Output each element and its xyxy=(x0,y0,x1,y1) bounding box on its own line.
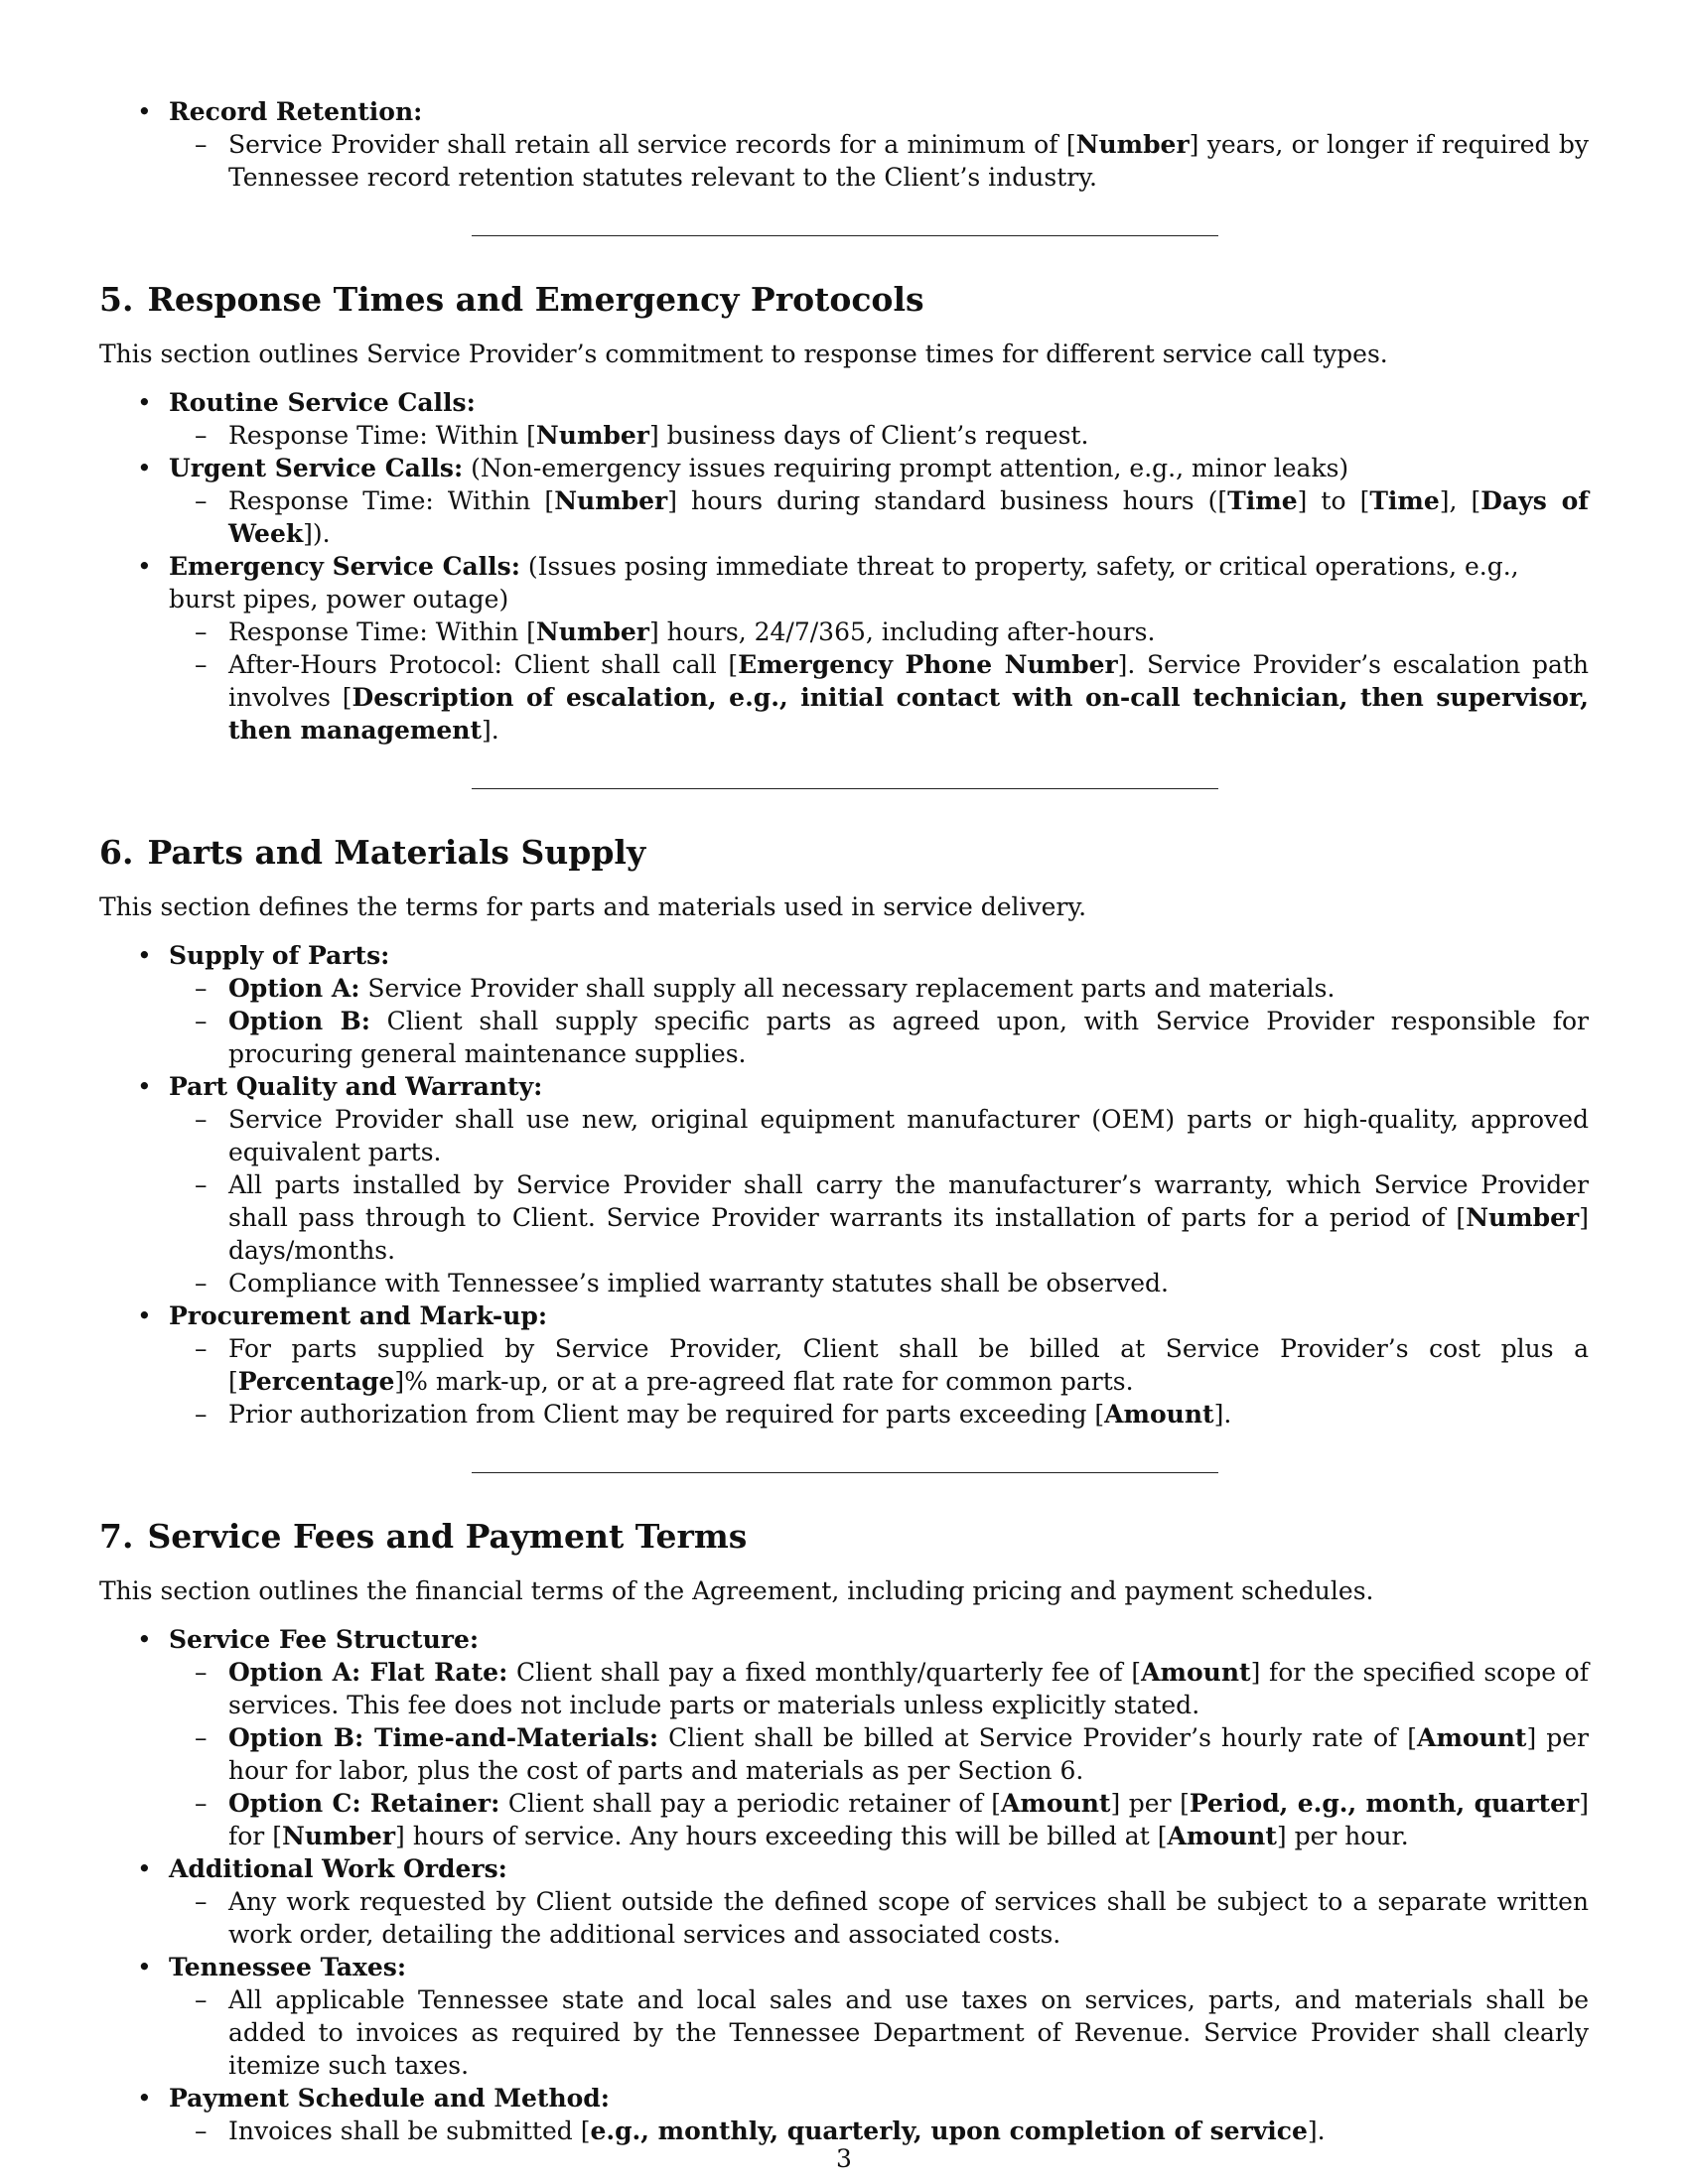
item-text: ] for the specified scope of services. This fee does not include parts or materials unless explicitly stated. xyxy=(228,1658,1589,1719)
section-title: Response Times and Emergency Protocols xyxy=(147,280,924,319)
item-text: Response Time: Within [ xyxy=(228,617,536,646)
placeholder-text: Amount xyxy=(1417,1723,1527,1752)
section-divider xyxy=(472,1472,1218,1473)
bullet-item xyxy=(99,1299,1589,1431)
sub-item xyxy=(169,1103,1589,1168)
bullet-list xyxy=(99,1623,1589,2147)
item-text: Client shall pay a periodic retainer of [ xyxy=(499,1789,1002,1818)
item-text: Service Provider shall retain all service records for a minimum of [ xyxy=(228,130,1076,159)
document-page xyxy=(99,95,1589,2147)
sub-item xyxy=(169,1721,1589,1787)
sub-item xyxy=(169,648,1589,747)
sub-item xyxy=(169,2115,1589,2147)
placeholder-text: Period, e.g., month, quarter xyxy=(1189,1789,1580,1818)
bullet-item xyxy=(99,1623,1589,1852)
placeholder-text: Option B: xyxy=(228,1007,370,1035)
bullet-item xyxy=(99,1852,1589,1951)
section-title: Parts and Materials Supply xyxy=(147,833,646,872)
item-text: Client shall be billed at Service Provider’s hourly rate of [ xyxy=(658,1723,1418,1752)
placeholder-text: e.g., monthly, quarterly, upon completion of service xyxy=(590,2116,1308,2145)
item-text: ] business days of Client’s request. xyxy=(648,421,1089,450)
item-text: All applicable Tennessee state and local sales and use taxes on services, parts, and materials shall be added to invoices as required by the Tennessee Department of Revenue. Service Provider shall clearly itemize such taxes. xyxy=(228,1985,1589,2080)
placeholder-text: Option C: Retainer: xyxy=(228,1789,500,1818)
bullet-item xyxy=(99,939,1589,1070)
sub-item xyxy=(169,1656,1589,1721)
placeholder-text: Number xyxy=(535,421,649,450)
placeholder-text: Number xyxy=(554,486,668,515)
placeholder-text: Option A: Flat Rate: xyxy=(228,1658,508,1687)
sub-item xyxy=(169,128,1589,194)
placeholder-text: Time xyxy=(1369,486,1440,515)
item-text: ]. Service Provider’s escalation path involves [ xyxy=(228,650,1589,712)
item-text: ]% mark-up, or at a pre-agreed flat rate for common parts. xyxy=(394,1367,1134,1396)
bullet-list xyxy=(99,386,1589,747)
item-text: Response Time: Within [ xyxy=(228,486,555,515)
placeholder-text: Option B: Time-and-Materials: xyxy=(228,1723,659,1752)
placeholder-text: Emergency Phone Number xyxy=(738,650,1118,679)
section-6 xyxy=(99,833,1589,1431)
placeholder-text: Number xyxy=(1075,130,1190,159)
bullet-item xyxy=(99,452,1589,550)
sub-list xyxy=(169,1885,1589,1951)
item-text: ] hours of service. Any hours exceeding this will be billed at [ xyxy=(395,1822,1168,1850)
sub-list xyxy=(169,419,1589,452)
bullet-description: (Non-emergency issues requiring prompt attention, e.g., minor leaks) xyxy=(463,454,1349,482)
bullet-item xyxy=(99,1070,1589,1299)
sub-list xyxy=(169,972,1589,1070)
sub-list xyxy=(169,1103,1589,1299)
item-text: Invoices shall be submitted [ xyxy=(228,2116,591,2145)
bullet-item xyxy=(99,2082,1589,2147)
placeholder-text: Amount xyxy=(1141,1658,1251,1687)
bullet-title: Service Fee Structure: xyxy=(169,1625,480,1654)
bullet-list xyxy=(99,939,1589,1431)
section-number: 5. xyxy=(99,280,134,319)
item-text: ] per hour. xyxy=(1276,1822,1409,1850)
item-text: All parts installed by Service Provider shall carry the manufacturer’s warranty, which Service Provider shall pass through to Client. Service Provider warrants its installation of parts for a period of [ xyxy=(228,1170,1589,1232)
bullet-title: Tennessee Taxes: xyxy=(169,1953,407,1981)
item-text: After-Hours Protocol: Client shall call [ xyxy=(228,650,739,679)
item-text: Any work requested by Client outside the defined scope of services shall be subject to a separate written work order, detailing the additional services and associated costs. xyxy=(228,1887,1589,1949)
record-retention-list xyxy=(99,95,1589,194)
bullet-title: Record Retention: xyxy=(169,97,423,126)
item-text: Service Provider shall use new, original equipment manufacturer (OEM) parts or high-quality, approved equivalent parts. xyxy=(228,1105,1589,1166)
bullet-record-retention xyxy=(99,95,1589,194)
page-number: 3 xyxy=(836,2144,852,2173)
bullet-item xyxy=(99,1951,1589,2082)
placeholder-text: Amount xyxy=(1001,1789,1111,1818)
item-text: ] years, or longer if required by Tennessee record retention statutes relevant to the Client’s industry. xyxy=(228,130,1589,192)
item-text: For parts supplied by Service Provider, Client shall be billed at Service Provider’s cost plus a [ xyxy=(228,1334,1589,1396)
sub-list xyxy=(169,1983,1589,2082)
item-text: ] hours, 24/7/365, including after-hours. xyxy=(648,617,1156,646)
section-intro: This section outlines the financial terms of the Agreement, including pricing and payment schedules. xyxy=(99,1576,1374,1605)
section-title: Service Fees and Payment Terms xyxy=(147,1517,748,1556)
item-text: Service Provider shall supply all necessary replacement parts and materials. xyxy=(359,974,1336,1003)
sub-list xyxy=(169,2115,1589,2147)
item-text: Response Time: Within [ xyxy=(228,421,536,450)
bullet-title: Supply of Parts: xyxy=(169,941,390,970)
sub-item xyxy=(169,419,1589,452)
placeholder-text: Percentage xyxy=(237,1367,395,1396)
sub-item xyxy=(169,972,1589,1005)
sub-item xyxy=(169,484,1589,550)
bullet-description: (Issues posing immediate threat to property, safety, or critical operations, e.g., burst pipes, power outage) xyxy=(169,552,1519,614)
sub-item xyxy=(169,1885,1589,1951)
sub-item xyxy=(169,1332,1589,1398)
item-text: Client shall supply specific parts as agreed upon, with Service Provider responsible for procuring general maintenance supplies. xyxy=(228,1007,1589,1068)
bullet-item xyxy=(99,550,1589,747)
item-text: ] for [ xyxy=(228,1789,1589,1850)
section-7 xyxy=(99,1517,1589,2147)
bullet-title: Part Quality and Warranty: xyxy=(169,1072,543,1101)
item-text: ] to [ xyxy=(1297,486,1370,515)
item-text: ]. xyxy=(1213,1400,1232,1429)
item-text: Compliance with Tennessee’s implied warranty statutes shall be observed. xyxy=(228,1269,1169,1297)
sub-list xyxy=(169,128,1589,194)
section-number: 7. xyxy=(99,1517,134,1556)
bullet-item xyxy=(99,386,1589,452)
sub-list xyxy=(169,1656,1589,1852)
bullet-title: Emergency Service Calls: xyxy=(169,552,520,581)
sub-item xyxy=(169,1787,1589,1852)
item-text: ]. xyxy=(1307,2116,1326,2145)
sub-item xyxy=(169,1005,1589,1070)
placeholder-text: Number xyxy=(535,617,649,646)
placeholder-text: Option A: xyxy=(228,974,360,1003)
bullet-title: Procurement and Mark-up: xyxy=(169,1301,548,1330)
section-heading xyxy=(99,833,1589,873)
section-intro: This section outlines Service Provider’s commitment to response times for different service call types. xyxy=(99,340,1388,368)
sub-item xyxy=(169,1983,1589,2082)
sub-item xyxy=(169,1267,1589,1299)
item-text: Client shall pay a fixed monthly/quarterly fee of [ xyxy=(507,1658,1142,1687)
placeholder-text: Number xyxy=(281,1822,396,1850)
section-5 xyxy=(99,280,1589,747)
section-number: 6. xyxy=(99,833,134,872)
sub-item xyxy=(169,1398,1589,1431)
sub-item xyxy=(169,1168,1589,1267)
item-text: ]). xyxy=(303,519,331,548)
section-divider xyxy=(472,788,1218,789)
item-text: ], [ xyxy=(1439,486,1481,515)
section-intro: This section defines the terms for parts and materials used in service delivery. xyxy=(99,892,1087,921)
item-text: ] per hour for labor, plus the cost of parts and materials as per Section 6. xyxy=(228,1723,1590,1785)
item-text: ] hours during standard business hours ([ xyxy=(667,486,1228,515)
placeholder-text: Amount xyxy=(1167,1822,1277,1850)
section-heading xyxy=(99,280,1589,320)
placeholder-text: Description of escalation, e.g., initial contact with on-call technician, then supervisor, then management xyxy=(228,683,1589,745)
sub-list xyxy=(169,1332,1589,1431)
item-text: ]. xyxy=(482,716,499,745)
section-divider xyxy=(472,235,1218,236)
bullet-title: Additional Work Orders: xyxy=(169,1854,507,1883)
bullet-title: Payment Schedule and Method: xyxy=(169,2084,611,2113)
sub-item xyxy=(169,615,1589,648)
sub-list xyxy=(169,615,1589,747)
bullet-title: Routine Service Calls: xyxy=(169,388,476,417)
item-text: Prior authorization from Client may be required for parts exceeding [ xyxy=(228,1400,1105,1429)
sub-list xyxy=(169,484,1589,550)
placeholder-text: Number xyxy=(1466,1203,1580,1232)
bullet-title: Urgent Service Calls: xyxy=(169,454,464,482)
placeholder-text: Amount xyxy=(1104,1400,1214,1429)
placeholder-text: Days of Week xyxy=(228,486,1589,548)
section-heading xyxy=(99,1517,1589,1557)
item-text: ] per [ xyxy=(1110,1789,1190,1818)
placeholder-text: Time xyxy=(1227,486,1298,515)
item-text: ] days/months. xyxy=(228,1203,1589,1265)
